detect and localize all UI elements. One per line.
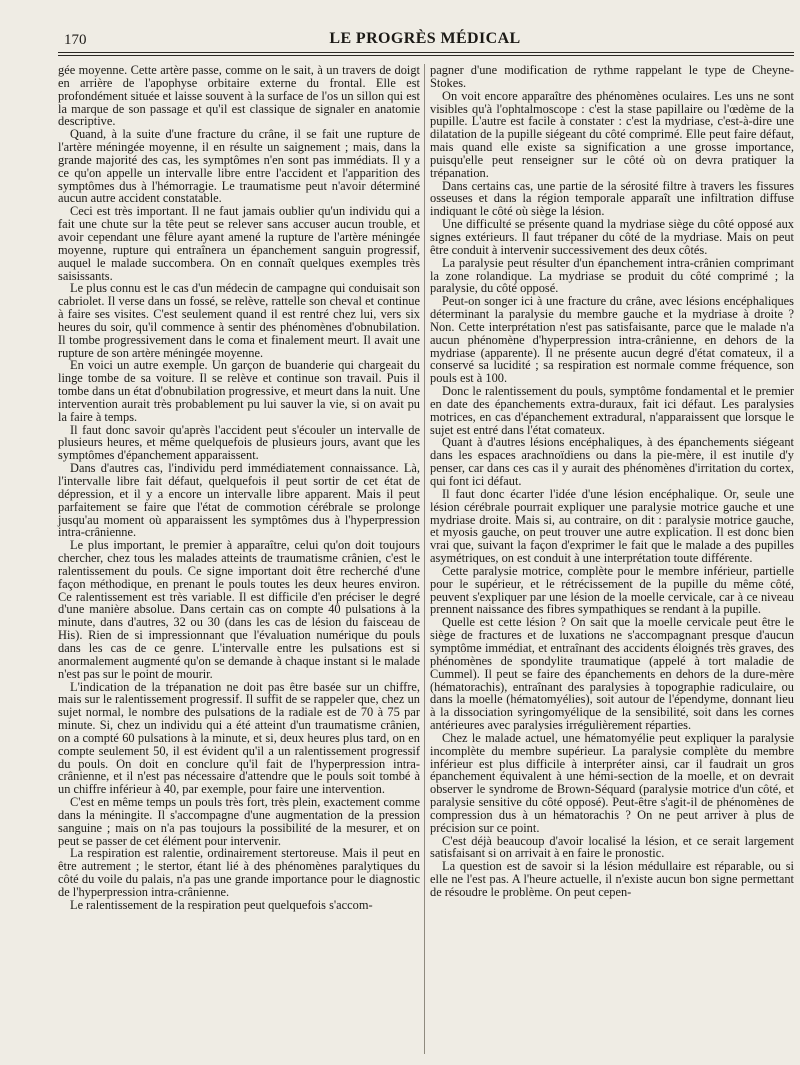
paragraph: Cette paralysie motrice, complète pour le membre inférieur, partielle pour le supérieur, et le rétrécissement de la pupille du même côté, peuvent s'expliquer par une lésion de la moelle cervicale, car à ce niveau prennent naissance des fibres sympathiques se rendant à la pupille. [430,563,794,617]
page-number: 170 [64,32,87,48]
paragraph: Il faut donc savoir qu'après l'accident peut s'écouler un intervalle de plusieurs heures, et même quelquefois de plusieurs jours, avant que les symptômes d'épanchement apparaissent. [58,422,420,463]
paragraph: Donc le ralentissement du pouls, symptôme fondamental et le premier en date des épanchements extra-duraux, fait ici défaut. Les paralysies motrices, en cas d'épanchement extradural, n'apparaissent que lorsque le sujet est entré dans l'état comateux. [430,384,794,437]
paragraph: Quand, à la suite d'une fracture du crâne, il se fait une rupture de l'artère méningée moyenne, il en résulte un saignement ; mais, dans la grande majorité des cas, les symptômes n'en sont pas immédiats. Il y a ce qu'on appelle un intervalle libre entre l'accident et l'apparition des symptômes dus à l'hémorragie. Le traumatisme peut n'avoir déterminé aucun autre accident constatable. [58,127,420,206]
header-rule-double [58,55,794,56]
paragraph: C'est en même temps un pouls très fort, très plein, exactement comme dans la méningite. Il s'accompagne d'une augmentation de la pression sanguine ; mais on n'a pas toujours la possibilité de la mesurer, et on peut se passer de cet élément pour intervenir. [58,795,420,848]
paragraph: Peut-on songer ici à une fracture du crâne, avec lésions encéphaliques déterminant la paralysie du membre gauche et la mydriase à droite ? Non. Cette interprétation n'est pas satisfaisante, parce que le malade n'a aucun phénomène d'hyperpression intra-crânienne, en dehors de la mydriase (apparente). Il ne présente aucun degré d'état comateux, il a conservé sa lucidité ; sa respiration est normale comme fréquence, son pouls est à 100. [430,294,794,386]
paragraph: On voit encore apparaître des phénomènes oculaires. Les uns ne sont visibles qu'à l'ophtalmoscope : c'est la stase papillaire ou l'œdème de la pupille. L'autre est facile à constater : c'est la mydriase, c'est-à-dire une dilatation de la pupille siégeant du côté comprimé. Elle peut faire défaut, mais quand elle existe sa signification a une grosse importance, puisqu'elle peut renseigner sur le côté où on devra pratiquer la trépanation. [430,88,794,180]
paragraph: Dans d'autres cas, l'individu perd immédiatement connaissance. Là, l'intervalle libre fait défaut, quelquefois il peut sortir de cet état de dépression, et il y a encore un intervalle libre apparent. Mais il peut parfaitement se faire que l'état de commotion cérébrale se prolonge jusqu'au moment où apparaissent les symptômes dus à l'hyperpression intra-crânienne. [58,461,420,540]
paragraph: Le plus connu est le cas d'un médecin de campagne qui conduisait son cabriolet. Il verse dans un fossé, se relève, rattelle son cheval et continue à faire ses visites. C'est seulement quand il est rentré chez lui, vers six heures du soir, qu'il commence à sentir des phénomènes d'obnubilation. Il tombe progressivement dans le coma et finalement meurt. Il avait une rupture de son artère méningée moyenne. [58,281,420,360]
paragraph: Quant à d'autres lésions encéphaliques, à des épanchements siégeant dans les espaces arachnoïdiens ou dans la pie-mère, il est inutile d'y penser, car dans ces cas il y aurait des phénomènes d'irritation du cortex, qui font ici défaut. [430,435,794,488]
paragraph: gée moyenne. Cette artère passe, comme on le sait, à un travers de doigt en arrière de l'apophyse orbitaire externe du frontal. Elle est profondément située et laisse souvent à la surface de l'os un sillon qui est la marque de son passage et qu'il est classique de signaler en anatomie descriptive. [58,63,420,129]
header-rule [58,52,794,53]
paragraph: L'indication de la trépanation ne doit pas être basée sur un chiffre, mais sur le ralentissement progressif. Il suffit de se rappeler que, chez un sujet normal, le nombre des pulsations de la radiale est de 70 à 75 par minute. Si, chez un individu qui a été atteint d'un traumatisme crânien, on a compté 60 pulsations à la minute, et si, deux heures plus tard, on en compte seulement 50, il est évident qu'il a un ralentissement progressif du pouls. On doit en conclure qu'il fait de l'hyperpression intra-crânienne, et il n'est pas nécessaire d'attendre que le pouls soit tombé à un chiffre inférieur à 40, par exemple, pour faire une intervention. [58,679,420,797]
paragraph: Une difficulté se présente quand la mydriase siège du côté opposé aux signes extérieurs. Il faut trépaner du côté de la mydriase. Mais on peut être conduit à intervenir successivement des deux côtés. [430,217,794,257]
paragraph: Dans certains cas, une partie de la sérosité filtre à travers les fissures osseuses et dans la région temporale apparaît une infiltration diffuse indiquant le côté où siège la lésion. [430,178,794,219]
paragraph: La paralysie peut résulter d'un épanchement intra-crânien comprimant la zone rolandique. La mydriase se produit du côté comprimé ; la paralysie, du côté opposé. [430,255,794,296]
paragraph: Le plus important, le premier à apparaître, celui qu'on doit toujours chercher, chez tous les malades atteints de traumatisme crânien, c'est le ralentissement du pouls. Ce signe important doit être recherché d'une façon méthodique, en prenant le pouls toutes les deux heures environ. Ce ralentissement est très variable. Il est difficile d'en préciser le degré d'une manière absolue. Dans certain cas on compte 40 pulsations à la minute, dans d'autres, 32 ou 30 (dans les cas de lésion du faisceau de His). Rien de si impressionnant que l'évaluation numérique du pouls dans les cas de ce genre. L'intervalle entre les pulsations est si anormalement augmenté qu'on se demande à chaque instant si le malade n'est pas sur le point de mourir. [58,538,420,681]
paragraph: Ceci est très important. Il ne faut jamais oublier qu'un individu qui a fait une chute sur la tête peut se relever sans accuser aucun trouble, et avoir cependant une fêlure ayant amené la rupture de l'artère méningée moyenne, rupture qui entraînera un épanchement sanguin progressif, auquel le malade succombera. On en connaît quelques exemples très saisissants. [58,204,420,283]
paragraph: Le ralentissement de la respiration peut quelquefois s'accom- [70,897,373,912]
column-divider [424,64,425,1054]
running-title: LE PROGRÈS MÉDICAL [329,30,521,47]
paragraph: La question est de savoir si la lésion médullaire est réparable, ou si elle ne l'est pas. A l'heure actuelle, il n'existe aucun bon signe permettant de résoudre le problème. On peut cepen- [430,859,794,899]
page-header [58,28,792,50]
paragraph: En voici un autre exemple. Un garçon de buanderie qui chargeait du linge tombe de sa voiture. Il se relève et continue son travail. Puis il tombe dans un état d'obnubilation progressive, et meurt dans la nuit. Une intervention aurait très probablement pu lui sauver la vie, si on avait pu la faire à temps. [58,358,420,424]
paragraph: La respiration est ralentie, ordinairement stertoreuse. Mais il peut en être autrement ; le stertor, étant lié à des phénomènes paralytiques du côté du voile du palais, n'a pas une grande importance pour le diagnostic de l'hyperpression intra-crânienne. [58,846,420,899]
paragraph: Chez le malade actuel, une hématomyélie peut expliquer la paralysie incomplète du membre supérieur. La paralysie complète du membre inférieur est plus difficile à interpréter ainsi, car il faudrait un gros épanchement équivalent à une hémi-section de la moelle, et on devrait observer le syndrome de Brown-Séquard (paralysie motrice d'un côté, et paralysie sensitive du côté opposé). Peut-être s'agit-il de phénomènes de compression dus à un hématorachis ? On ne peut arriver à plus de précision sur ce point. [430,730,794,835]
paragraph: Quelle est cette lésion ? On sait que la moelle cervicale peut être le siège de fractures et de luxations ne s'accompagnant presque d'aucun symptôme immédiat, et entraînant des accidents éloignés très graves, des phénomènes de spondylite traumatique (appelé à tort maladie de Cummel). Il peut se faire des épanchements en dehors de la dure-mère (hématorachis), entraînant des paralysies à topographie radiculaire, ou dans la moelle (hématomyélies), soit autour de l'épendyme, donnant lieu à la dissociation syringomyélique de la sensibilité, soit dans les cornes antérieures avec paralysies irrégulièrement réparties. [430,615,794,733]
paragraph: Il faut donc écarter l'idée d'une lésion encéphalique. Or, seule une lésion cérébrale pourrait expliquer une paralysie motrice gauche et une mydriase droite. Mais si, au contraire, on dit : paralysie motrice gauche, et myosis gauche, on peut trouver une autre explication. Il est donc bien vrai que, suivant la façon d'exprimer le fait que le malade a des pupilles asymétriques, on est conduit à une interprétation toute différente. [430,486,794,566]
paragraph: C'est déjà beaucoup d'avoir localisé la lésion, et ce serait largement satisfaisant si on arrivait à en faire le pronostic. [430,833,794,861]
right-column [430,64,794,899]
left-column [58,64,420,912]
paragraph: pagner d'une modification de rythme rappelant le type de Cheyne-Stokes. [430,63,794,90]
